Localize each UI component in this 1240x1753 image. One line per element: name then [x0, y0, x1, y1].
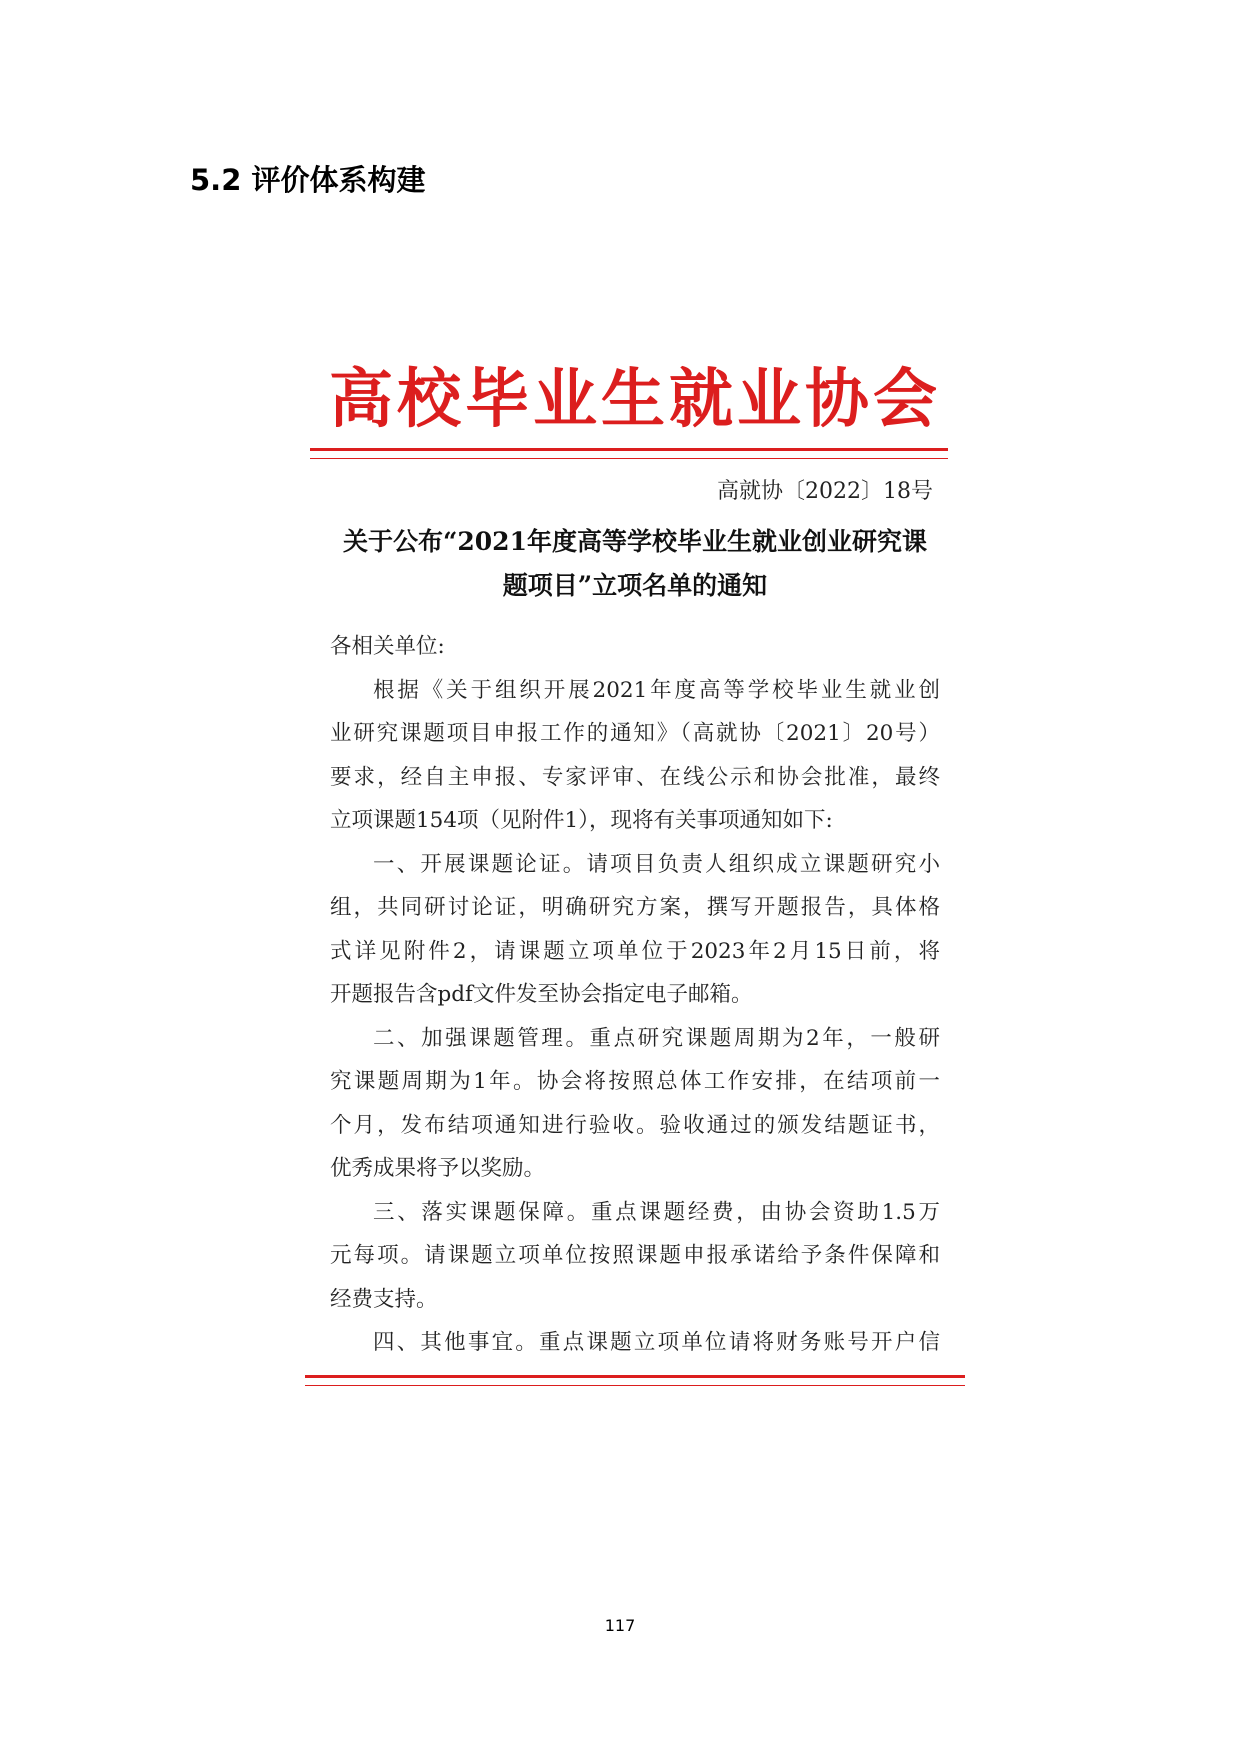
body-line: 业研究课题项目申报工作的通知》（高就协〔2021〕20号）	[330, 721, 940, 746]
body-line: 立项课题154项（见附件1），现将有关事项通知如下:	[330, 808, 833, 833]
body-line: 究课题周期为1年。协会将按照总体工作安排，在结项前一	[330, 1069, 940, 1094]
body-line: 组，共同研讨论证，明确研究方案，撰写开题报告，具体格	[330, 895, 940, 920]
document-number: 高就协〔2022〕18号	[717, 479, 933, 504]
notice-body	[330, 625, 940, 1365]
body-line: 二、加强课题管理。重点研究课题周期为2年，一般研	[373, 1025, 940, 1051]
body-line: 经费支持。	[330, 1286, 438, 1312]
body-line: 优秀成果将予以奖励。	[330, 1156, 546, 1181]
notice-title	[315, 520, 955, 608]
body-line: 四、其他事宜。重点课题立项单位请将财务账号开户信	[373, 1330, 940, 1355]
body-line: 一、开展课题论证。请项目负责人组织成立课题研究小	[373, 851, 940, 877]
scanned-notice-image	[300, 355, 970, 1395]
body-line: 式详见附件2，请课题立项单位于2023年2月15日前，将	[330, 938, 940, 964]
body-line: 个月，发布结项通知进行验收。验收通过的颁发结题证书，	[330, 1112, 940, 1138]
footer-red-rule	[305, 1375, 965, 1386]
body-line: 元每项。请课题立项单位按照课题申报承诺给予条件保障和	[330, 1243, 940, 1268]
notice-title-line: 关于公布“2021年度高等学校毕业生就业创业研究课	[343, 527, 927, 556]
page-number: 117	[604, 1616, 636, 1635]
body-line: 根据《关于组织开展2021年度高等学校毕业生就业创	[373, 677, 940, 703]
header-red-rule	[310, 448, 948, 459]
salutation: 各相关单位:	[330, 634, 445, 659]
body-line: 三、落实课题保障。重点课题经费，由协会资助1.5万	[373, 1199, 940, 1225]
section-heading: 5.2 评价体系构建	[190, 163, 426, 197]
issuing-organization-header: 高校毕业生就业协会	[329, 362, 941, 437]
notice-title-line: 题项目”立项名单的通知	[502, 571, 768, 600]
body-line: 要求，经自主申报、专家评审、在线公示和协会批准，最终	[330, 764, 940, 790]
body-line: 开题报告含pdf文件发至协会指定电子邮箱。	[330, 982, 753, 1007]
